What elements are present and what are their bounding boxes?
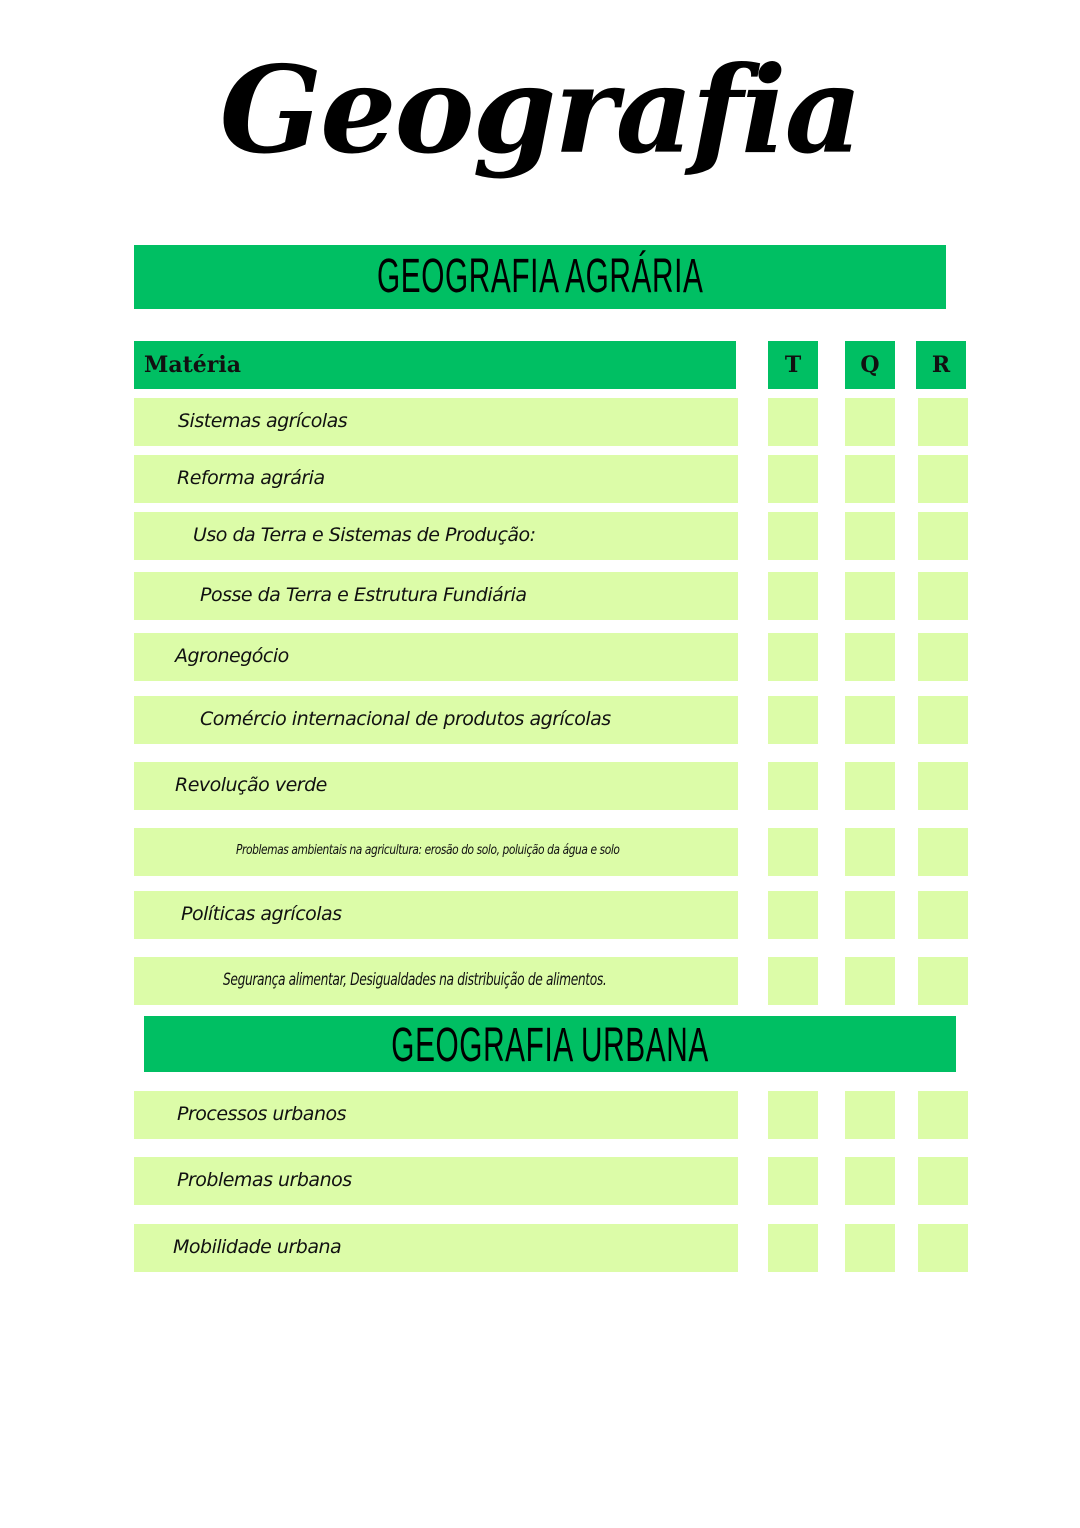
checkbox-t[interactable] — [768, 633, 818, 681]
subject-label: Problemas urbanos — [177, 1169, 352, 1191]
subject-cell — [134, 455, 738, 503]
table-row — [0, 891, 1080, 939]
checkbox-q[interactable] — [845, 1157, 895, 1205]
subject-label: Problemas ambientais na agricultura: erosão do solo, poluição da água e solo — [236, 843, 620, 858]
subject-cell — [134, 696, 738, 744]
subject-label: Posse da Terra e Estrutura Fundiária — [200, 584, 527, 606]
checkbox-q[interactable] — [845, 762, 895, 810]
section-banner-agraria — [134, 245, 946, 309]
checkbox-t[interactable] — [768, 762, 818, 810]
checkbox-q[interactable] — [845, 572, 895, 620]
section-title: GEOGRAFIA URBANA — [391, 1019, 709, 1072]
subject-label: Sistemas agrícolas — [178, 410, 348, 432]
checkbox-r[interactable] — [918, 1091, 968, 1139]
checkbox-t[interactable] — [768, 1157, 818, 1205]
section-title: GEOGRAFIA AGRÁRIA — [376, 250, 704, 303]
checkbox-t[interactable] — [768, 957, 818, 1005]
subject-label: Políticas agrícolas — [181, 903, 342, 925]
subject-label: Mobilidade urbana — [173, 1236, 342, 1258]
table-row — [0, 828, 1080, 876]
subject-cell — [134, 1091, 738, 1139]
table-row — [0, 398, 1080, 446]
checkbox-q[interactable] — [845, 828, 895, 876]
subject-cell — [134, 891, 738, 939]
checkbox-r[interactable] — [918, 633, 968, 681]
column-header-subject: Matéria — [134, 341, 736, 389]
table-row — [0, 633, 1080, 681]
checkbox-r[interactable] — [918, 1224, 968, 1272]
table-row — [0, 696, 1080, 744]
subject-cell — [134, 572, 738, 620]
checkbox-q[interactable] — [845, 957, 895, 1005]
table-row — [0, 455, 1080, 503]
subject-cell — [134, 512, 738, 560]
page-title: Geografia — [219, 40, 861, 181]
subject-cell — [134, 828, 738, 876]
checkbox-t[interactable] — [768, 891, 818, 939]
checkbox-t[interactable] — [768, 455, 818, 503]
checkbox-t[interactable] — [768, 696, 818, 744]
checkbox-t[interactable] — [768, 512, 818, 560]
checkbox-q[interactable] — [845, 455, 895, 503]
checkbox-q[interactable] — [845, 633, 895, 681]
checkbox-r[interactable] — [918, 696, 968, 744]
column-header-t: T — [768, 341, 818, 389]
checkbox-r[interactable] — [918, 455, 968, 503]
table-row — [0, 1091, 1080, 1139]
subject-label: Segurança alimentar, Desigualdades na distribuição de alimentos. — [223, 970, 607, 990]
checkbox-t[interactable] — [768, 828, 818, 876]
table-row — [0, 957, 1080, 1005]
checkbox-r[interactable] — [918, 1157, 968, 1205]
subject-cell — [134, 1224, 738, 1272]
subject-label: Uso da Terra e Sistemas de Produção: — [193, 524, 536, 546]
subject-label: Reforma agrária — [177, 467, 325, 489]
subject-label: Comércio internacional de produtos agrícolas — [200, 708, 611, 730]
checkbox-r[interactable] — [918, 828, 968, 876]
column-header-r: R — [916, 341, 966, 389]
checkbox-q[interactable] — [845, 696, 895, 744]
checkbox-t[interactable] — [768, 572, 818, 620]
checkbox-r[interactable] — [918, 762, 968, 810]
checkbox-q[interactable] — [845, 1091, 895, 1139]
checkbox-t[interactable] — [768, 398, 818, 446]
subject-cell — [134, 633, 738, 681]
column-header-q: Q — [845, 341, 895, 389]
checkbox-q[interactable] — [845, 891, 895, 939]
checkbox-r[interactable] — [918, 398, 968, 446]
subject-cell — [134, 398, 738, 446]
subject-cell — [134, 1157, 738, 1205]
checkbox-q[interactable] — [845, 1224, 895, 1272]
table-row — [0, 512, 1080, 560]
subject-label: Processos urbanos — [177, 1103, 347, 1125]
table-row — [0, 1224, 1080, 1272]
subject-label: Agronegócio — [175, 645, 289, 667]
section-banner-urbana — [144, 1016, 956, 1072]
table-row — [0, 572, 1080, 620]
subject-cell — [134, 957, 738, 1005]
checkbox-r[interactable] — [918, 957, 968, 1005]
checkbox-t[interactable] — [768, 1091, 818, 1139]
checkbox-q[interactable] — [845, 512, 895, 560]
checkbox-r[interactable] — [918, 572, 968, 620]
table-row — [0, 1157, 1080, 1205]
checkbox-t[interactable] — [768, 1224, 818, 1272]
checkbox-q[interactable] — [845, 398, 895, 446]
checkbox-r[interactable] — [918, 512, 968, 560]
checkbox-r[interactable] — [918, 891, 968, 939]
table-row — [0, 762, 1080, 810]
subject-cell — [134, 762, 738, 810]
subject-label: Revolução verde — [175, 774, 327, 796]
